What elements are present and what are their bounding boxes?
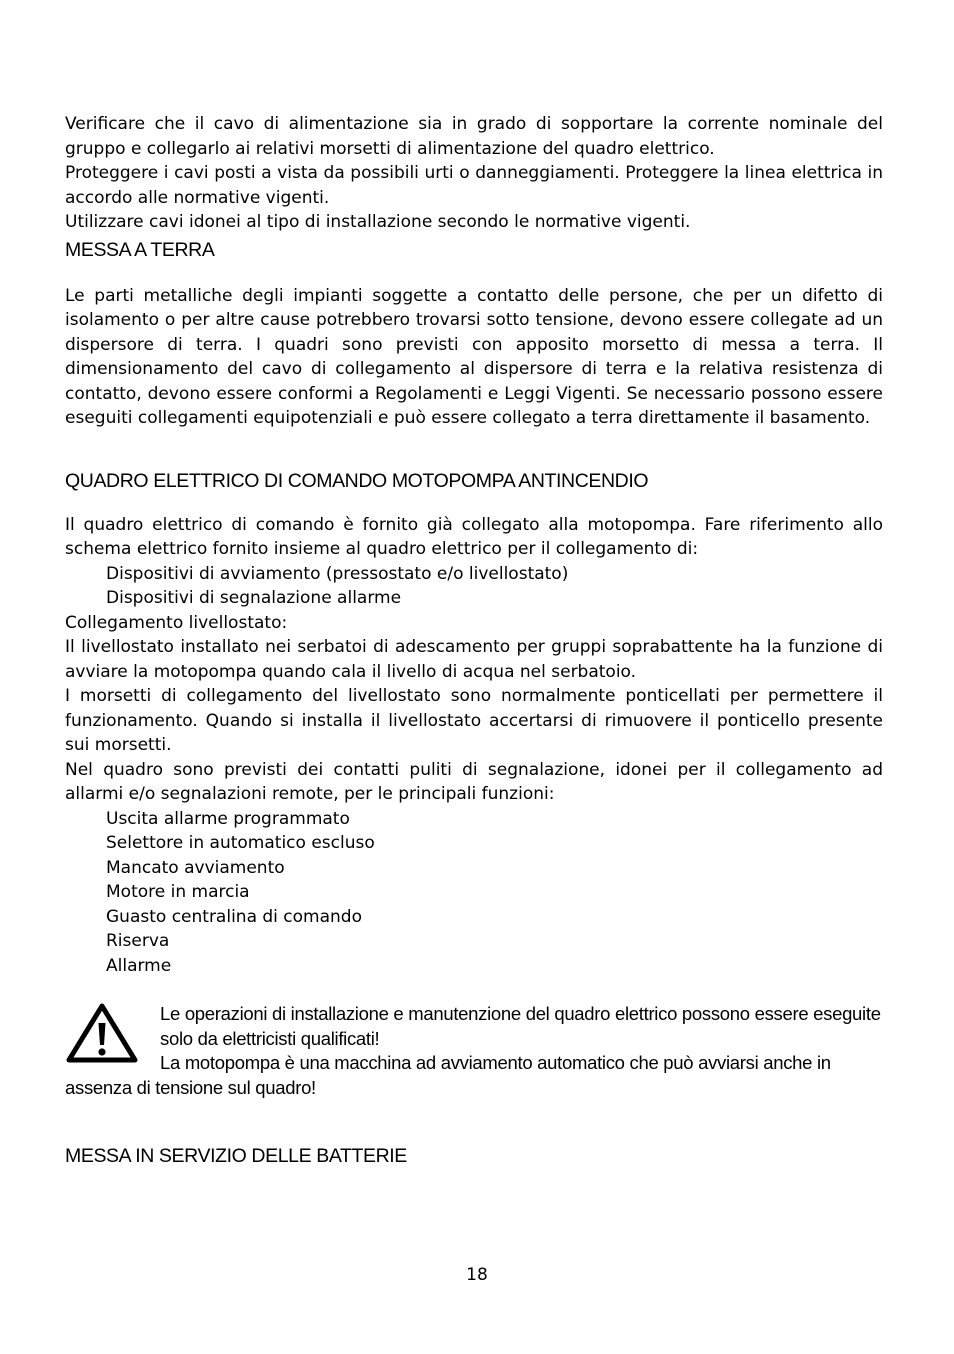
- quadro-paragraph-1: Il quadro elettrico di comando è fornito già collegato alla motopompa. Fare riferimento allo schema elettrico fornito insieme al quadro elettrico per il collegamento di:: [65, 514, 883, 559]
- quadro-paragraph-3: Il livellostato installato nei serbatoi di adescamento per gruppi soprabattente ha la funzione di avviare la motopompa quando cala il livello di acqua nel serbatoio.: [65, 637, 883, 682]
- list-item: Selettore in automatico escluso: [106, 833, 375, 853]
- page-content: [65, 112, 883, 1168]
- functions-list: [65, 807, 883, 979]
- list-item: Mancato avviamento: [106, 857, 285, 878]
- list-item: Allarme: [106, 955, 172, 976]
- warning-line-1: Le operazioni di installazione e manutenzione del quadro elettrico possono essere eseguite solo da elettricisti qualificati!: [160, 1003, 881, 1049]
- heading-messa-a-terra: MESSA A TERRA: [65, 238, 215, 261]
- list-item: Motore in marcia: [106, 882, 250, 902]
- quadro-paragraph-2: Collegamento livellostato:: [65, 612, 288, 633]
- page-number: 18: [466, 1265, 488, 1285]
- intro-paragraph-2: Proteggere i cavi posti a vista da possibili urti o danneggiamenti. Proteggere la linea elettrica in accordo alle normative vigenti.: [65, 163, 883, 208]
- warning-block: [65, 1002, 883, 1100]
- connection-list: [65, 562, 883, 611]
- list-item: Riserva: [106, 931, 170, 951]
- quadro-paragraph-5: Nel quadro sono previsti dei contatti puliti di segnalazione, idonei per il collegamento ad allarmi e/o segnalazioni remote, per le principali funzioni:: [65, 759, 883, 804]
- list-item: Guasto centralina di comando: [106, 906, 362, 927]
- list-item: Uscita allarme programmato: [106, 808, 350, 829]
- intro-paragraph-3: Utilizzare cavi idonei al tipo di installazione secondo le normative vigenti.: [65, 212, 691, 232]
- warning-triangle-icon: [66, 1002, 138, 1064]
- warning-line-2: La motopompa è una macchina ad avviamento automatico che può avviarsi anche in assenza di tensione sul quadro!: [65, 1052, 831, 1098]
- heading-batterie: MESSA IN SERVIZIO DELLE BATTERIE: [65, 1145, 407, 1167]
- list-item: Dispositivi di avviamento (pressostato e/o livellostato): [106, 563, 569, 584]
- list-item: Dispositivi di segnalazione allarme: [106, 588, 402, 608]
- messa-a-terra-body: Le parti metalliche degli impianti soggette a contatto delle persone, che per un difetto di isolamento o per altre cause potrebbero trovarsi sotto tensione, devono essere collegate ad un dispersore di terra. I quadri sono previsti con apposito morsetto di messa a terra. Il dimensionamento del cavo di collegamento al dispersore di terra e la relativa resistenza di contatto, devono essere conformi a Regolamenti e Leggi Vigenti. Se necessario possono essere eseguiti collegamenti equipotenziali e può essere collegato a terra direttamente il basamento.: [65, 285, 883, 428]
- intro-paragraph-1: Verificare che il cavo di alimentazione sia in grado di sopportare la corrente nominale del gruppo e collegarlo ai relativi morsetti di alimentazione del quadro elettrico.: [65, 114, 883, 159]
- quadro-paragraph-4: I morsetti di collegamento del livellostato sono normalmente ponticellati per permettere il funzionamento. Quando si installa il livellostato accertarsi di rimuovere il ponticello presente sui morsetti.: [65, 686, 883, 755]
- heading-quadro-elettrico: QUADRO ELETTRICO DI COMANDO MOTOPOMPA ANTINCENDIO: [65, 469, 649, 492]
